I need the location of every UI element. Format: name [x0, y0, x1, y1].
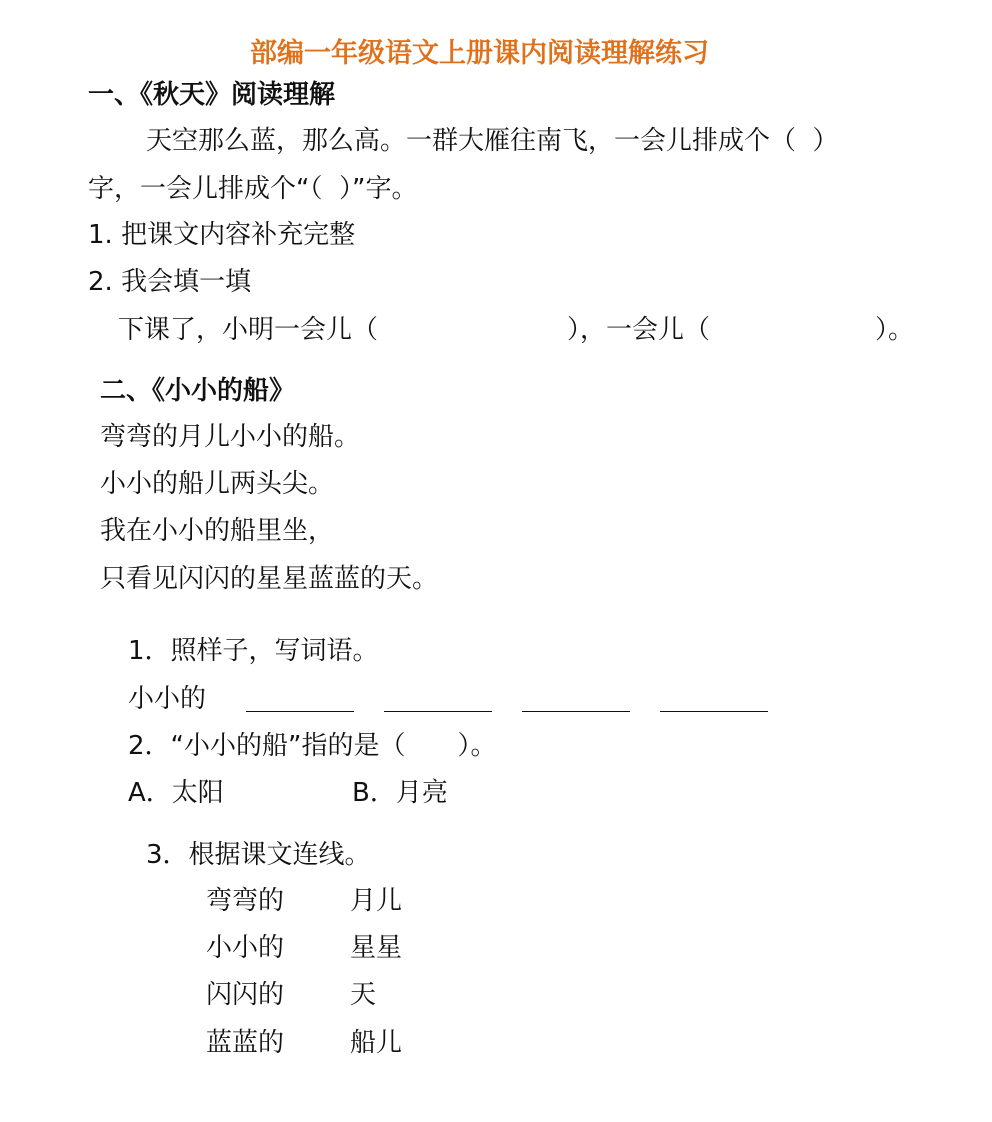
option-b: B．月亮 — [352, 778, 448, 808]
section2-question-1-example: 小小的 — [128, 684, 207, 714]
section1-question-1: 1. 把课文内容补充完整 — [88, 220, 356, 250]
match-right-item: 船儿 — [350, 1028, 403, 1058]
match-right-item: 天 — [350, 980, 377, 1010]
section2-question-2: 2．“小小的船”指的是（ ）。 — [128, 731, 497, 761]
answer-blank[interactable] — [660, 711, 768, 712]
answer-blank[interactable] — [246, 711, 354, 712]
section2-question-3: 3．根据课文连线。 — [146, 840, 371, 870]
match-left-item: 弯弯的 — [206, 886, 285, 916]
section1-fill-part-c: ）。 — [875, 315, 915, 345]
section1-question-2: 2. 我会填一填 — [88, 267, 252, 297]
poem-line: 弯弯的月儿小小的船。 — [100, 422, 361, 452]
page-title: 部编一年级语文上册课内阅读理解练习 — [250, 38, 709, 69]
match-right-item: 星星 — [350, 933, 403, 963]
section1-passage-line2: 字，一会儿排成个“（ ）”字。 — [88, 174, 418, 204]
match-right-item: 月儿 — [350, 886, 403, 916]
section1-fill-part-a: 下课了，小明一会儿（ — [118, 315, 379, 345]
section1-fill-part-b: ），一会儿（ — [567, 315, 711, 345]
option-a: A．太阳 — [128, 778, 224, 808]
match-left-item: 小小的 — [206, 933, 285, 963]
section2-heading: 二、《小小的船》 — [100, 376, 296, 406]
section1-passage-line1: 天空那么蓝，那么高。一群大雁往南飞，一会儿排成个（ ） — [146, 126, 839, 156]
answer-blank[interactable] — [522, 711, 630, 712]
poem-line: 小小的船儿两头尖。 — [100, 469, 335, 499]
section1-heading: 一、《秋天》阅读理解 — [88, 80, 336, 110]
poem-line: 我在小小的船里坐， — [100, 516, 335, 546]
poem-line: 只看见闪闪的星星蓝蓝的天。 — [100, 564, 439, 594]
section2-question-1: 1．照样子，写词语。 — [128, 636, 379, 666]
answer-blank[interactable] — [384, 711, 492, 712]
match-left-item: 蓝蓝的 — [206, 1028, 285, 1058]
match-left-item: 闪闪的 — [206, 980, 285, 1010]
